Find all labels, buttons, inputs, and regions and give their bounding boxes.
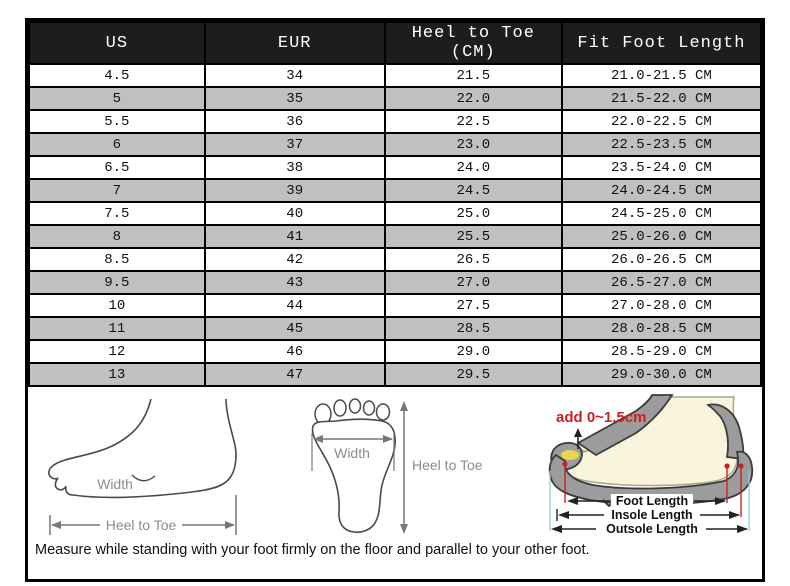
table-cell: 9.5: [29, 271, 205, 294]
table-cell: 25.0: [385, 202, 562, 225]
table-cell: 27.0-28.0 CM: [562, 294, 761, 317]
footprint-outline: [312, 419, 395, 532]
table-cell: 6.5: [29, 156, 205, 179]
table-cell: 34: [205, 64, 385, 87]
col-header-fit-foot-length: Fit Foot Length: [562, 22, 761, 64]
table-cell: 10: [29, 294, 205, 317]
table-cell: 12: [29, 340, 205, 363]
table-cell: 22.0: [385, 87, 562, 110]
table-cell: 28.0-28.5 CM: [562, 317, 761, 340]
table-cell: 29.0-30.0 CM: [562, 363, 761, 386]
size-table: [28, 21, 762, 387]
table-cell: 27.0: [385, 271, 562, 294]
table-cell: 28.5-29.0 CM: [562, 340, 761, 363]
table-cell: 24.0: [385, 156, 562, 179]
table-cell: 36: [205, 110, 385, 133]
table-cell: 27.5: [385, 294, 562, 317]
table-row: [29, 248, 761, 271]
table-cell: 37: [205, 133, 385, 156]
table-cell: 22.0-22.5 CM: [562, 110, 761, 133]
table-cell: 39: [205, 179, 385, 202]
table-row: [29, 179, 761, 202]
table-row: [29, 156, 761, 179]
table-cell: 42: [205, 248, 385, 271]
outsole-length-label: Outsole Length: [601, 522, 703, 536]
table-cell: 23.0: [385, 133, 562, 156]
table-cell: 21.5: [385, 64, 562, 87]
table-row: [29, 340, 761, 363]
table-row: [29, 64, 761, 87]
col-header-us: US: [29, 22, 205, 64]
table-row: [29, 225, 761, 248]
table-row: [29, 133, 761, 156]
table-cell: 13: [29, 363, 205, 386]
ankle-crease: [132, 475, 155, 481]
table-cell: 26.5: [385, 248, 562, 271]
measuring-instruction-note: Measure while standing with your foot firmly on the floor and parallel to your other foot.: [35, 542, 590, 558]
table-cell: 5.5: [29, 110, 205, 133]
table-cell: 21.5-22.0 CM: [562, 87, 761, 110]
table-header-row: [29, 22, 761, 64]
table-cell: 8.5: [29, 248, 205, 271]
footprint-heel-to-toe-label: Heel to Toe: [412, 457, 483, 473]
table-row: [29, 87, 761, 110]
table-cell: 6: [29, 133, 205, 156]
table-cell: 25.5: [385, 225, 562, 248]
table-cell: 24.5: [385, 179, 562, 202]
table-cell: 43: [205, 271, 385, 294]
measuring-diagrams: [28, 387, 762, 579]
side-foot-width-label: Width: [97, 476, 133, 492]
table-row: [29, 202, 761, 225]
table-cell: 24.5-25.0 CM: [562, 202, 761, 225]
table-cell: 28.5: [385, 317, 562, 340]
table-cell: 7.5: [29, 202, 205, 225]
col-header-eur: EUR: [205, 22, 385, 64]
table-cell: 44: [205, 294, 385, 317]
table-cell: 26.5-27.0 CM: [562, 271, 761, 294]
table-cell: 8: [29, 225, 205, 248]
table-row: [29, 363, 761, 386]
table-cell: 40: [205, 202, 385, 225]
table-row: [29, 271, 761, 294]
add-allowance-label: add 0~1.5cm: [556, 409, 647, 426]
table-cell: 26.0-26.5 CM: [562, 248, 761, 271]
table-cell: 46: [205, 340, 385, 363]
table-cell: 45: [205, 317, 385, 340]
foot-length-label: Foot Length: [611, 494, 693, 508]
side-foot-heel-to-toe-label: Heel to Toe: [102, 517, 181, 533]
table-row: [29, 110, 761, 133]
chart-frame: [25, 18, 765, 582]
table-cell: 23.5-24.0 CM: [562, 156, 761, 179]
footprint-width-label: Width: [330, 445, 374, 461]
col-header-heel-to-toe: Heel to Toe (CM): [385, 22, 562, 64]
table-cell: 25.0-26.0 CM: [562, 225, 761, 248]
table-cell: 4.5: [29, 64, 205, 87]
table-cell: 11: [29, 317, 205, 340]
table-cell: 21.0-21.5 CM: [562, 64, 761, 87]
side-foot-outline: [49, 399, 236, 497]
table-cell: 29.0: [385, 340, 562, 363]
table-cell: 24.0-24.5 CM: [562, 179, 761, 202]
table-row: [29, 294, 761, 317]
table-cell: 47: [205, 363, 385, 386]
table-cell: 22.5-23.5 CM: [562, 133, 761, 156]
table-cell: 5: [29, 87, 205, 110]
table-cell: 41: [205, 225, 385, 248]
table-cell: 7: [29, 179, 205, 202]
table-cell: 38: [205, 156, 385, 179]
table-cell: 29.5: [385, 363, 562, 386]
table-cell: 35: [205, 87, 385, 110]
insole-length-label: Insole Length: [606, 508, 697, 522]
table-cell: 22.5: [385, 110, 562, 133]
table-row: [29, 317, 761, 340]
